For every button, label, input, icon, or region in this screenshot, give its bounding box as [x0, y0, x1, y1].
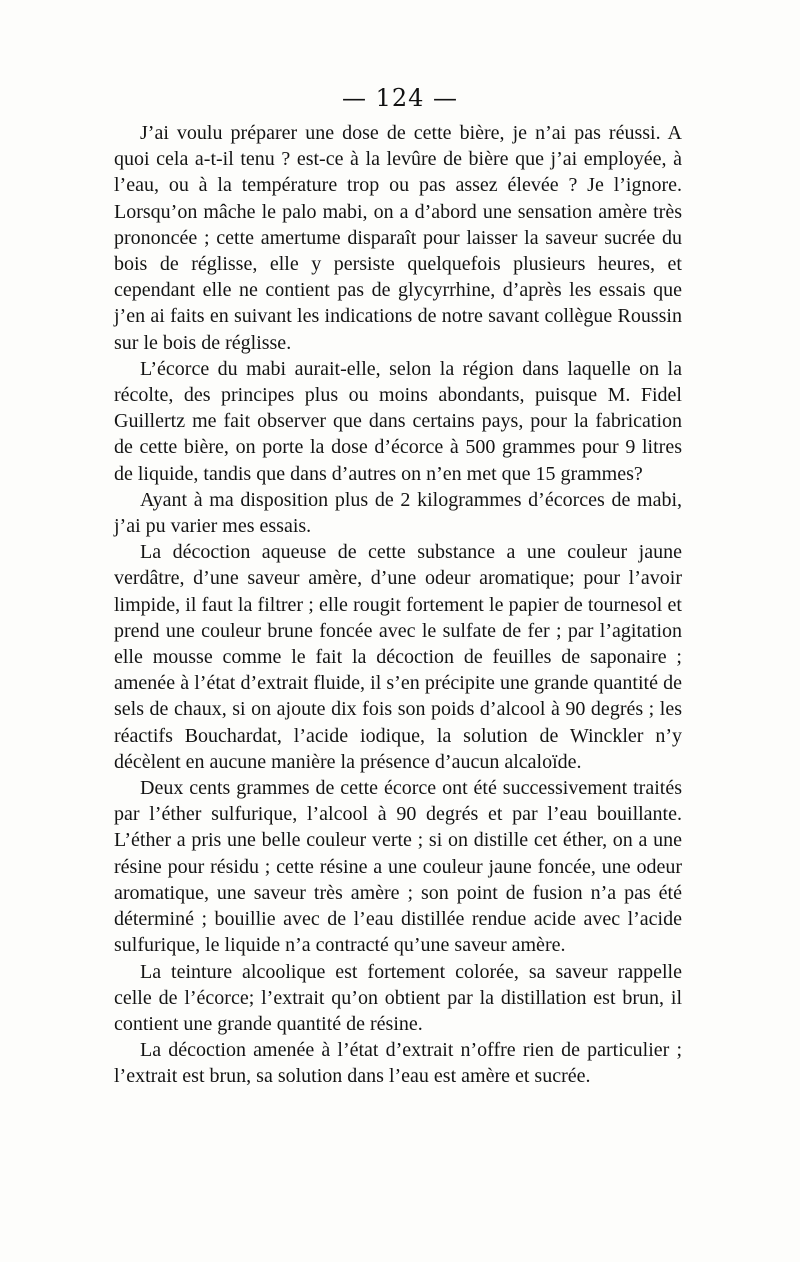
paragraph-4: La décoction aqueuse de cette substance a une couleur jaune verdâtre, d’une saveur amère, d’une odeur aromatique; pour l’avoir limpide, il faut la filtrer ; elle rougit fortement le papier de tournesol et prend une couleur brune foncée avec le sulfate de fer ; par l’agitation elle mousse comme le fait la décoction de feuilles de saponaire ; amenée à l’état d’extrait fluide, il s’en précipite une grande quantité de sels de chaux, si on ajoute dix fois son poids d’alcool à 90 degrés ; les réactifs Bouchardat, l’acide iodique, la solution de Winckler n’y décèlent en aucune manière la présence d’aucun alcaloïde. — [114, 541, 682, 773]
paragraph-6: La teinture alcoolique est fortement colorée, sa saveur rappelle celle de l’écorce; l’extrait qu’on obtient par la distillation est brun, il contient une grande quantité de résine. — [114, 960, 682, 1035]
paragraph-3: Ayant à ma disposition plus de 2 kilogrammes d’écorces de mabi, j’ai pu varier mes essais. — [114, 488, 682, 538]
paragraph-1: J’ai voulu préparer une dose de cette bière, je n’ai pas réussi. A quoi cela a-t-il tenu ? est-ce à la levûre de bière que j’ai employée, à l’eau, ou à la température trop ou pas assez élevée ? Je l’ignore. Lorsqu’on mâche le palo mabi, on a d’abord une sensation amère très prononcée ; cette amertume disparaît pour laisser la saveur sucrée du bois de réglisse, elle y persiste quelquefois plusieurs heures, et cependant elle ne contient pas de glycyrrhine, d’après les essais que j’en ai faits en suivant les indications de notre savant collègue Roussin sur le bois de réglisse. — [114, 122, 682, 354]
paragraph-2: L’écorce du mabi aurait-elle, selon la région dans laquelle on la récolte, des principes plus ou moins abondants, puisque M. Fidel Guillertz me fait observer que dans certains pays, pour la fabrication de cette bière, on porte la dose d’écorce à 500 grammes pour 9 litres de liquide, tandis que dans d’autres on n’en met que 15 grammes? — [114, 357, 682, 485]
paragraph-5: Deux cents grammes de cette écorce ont été successivement traités par l’éther sulfurique, l’alcool à 90 degrés et par l’eau bouillante. L’éther a pris une belle couleur verte ; si on distille cet éther, on a une résine pour résidu ; cette résine a une couleur jaune foncée, une odeur aromatique, une saveur très amère ; son point de fusion n’a pas été déterminé ; bouillie avec de l’eau distillée rendue acide avec l’acide sulfurique, le liquide n’a contracté qu’une saveur amère. — [114, 777, 682, 957]
body-text — [114, 120, 682, 1090]
paragraph-7: La décoction amenée à l’état d’extrait n’offre rien de particulier ; l’extrait est brun, sa solution dans l’eau est amère et sucrée. — [114, 1039, 682, 1088]
page-number: — 124 — — [341, 84, 459, 112]
